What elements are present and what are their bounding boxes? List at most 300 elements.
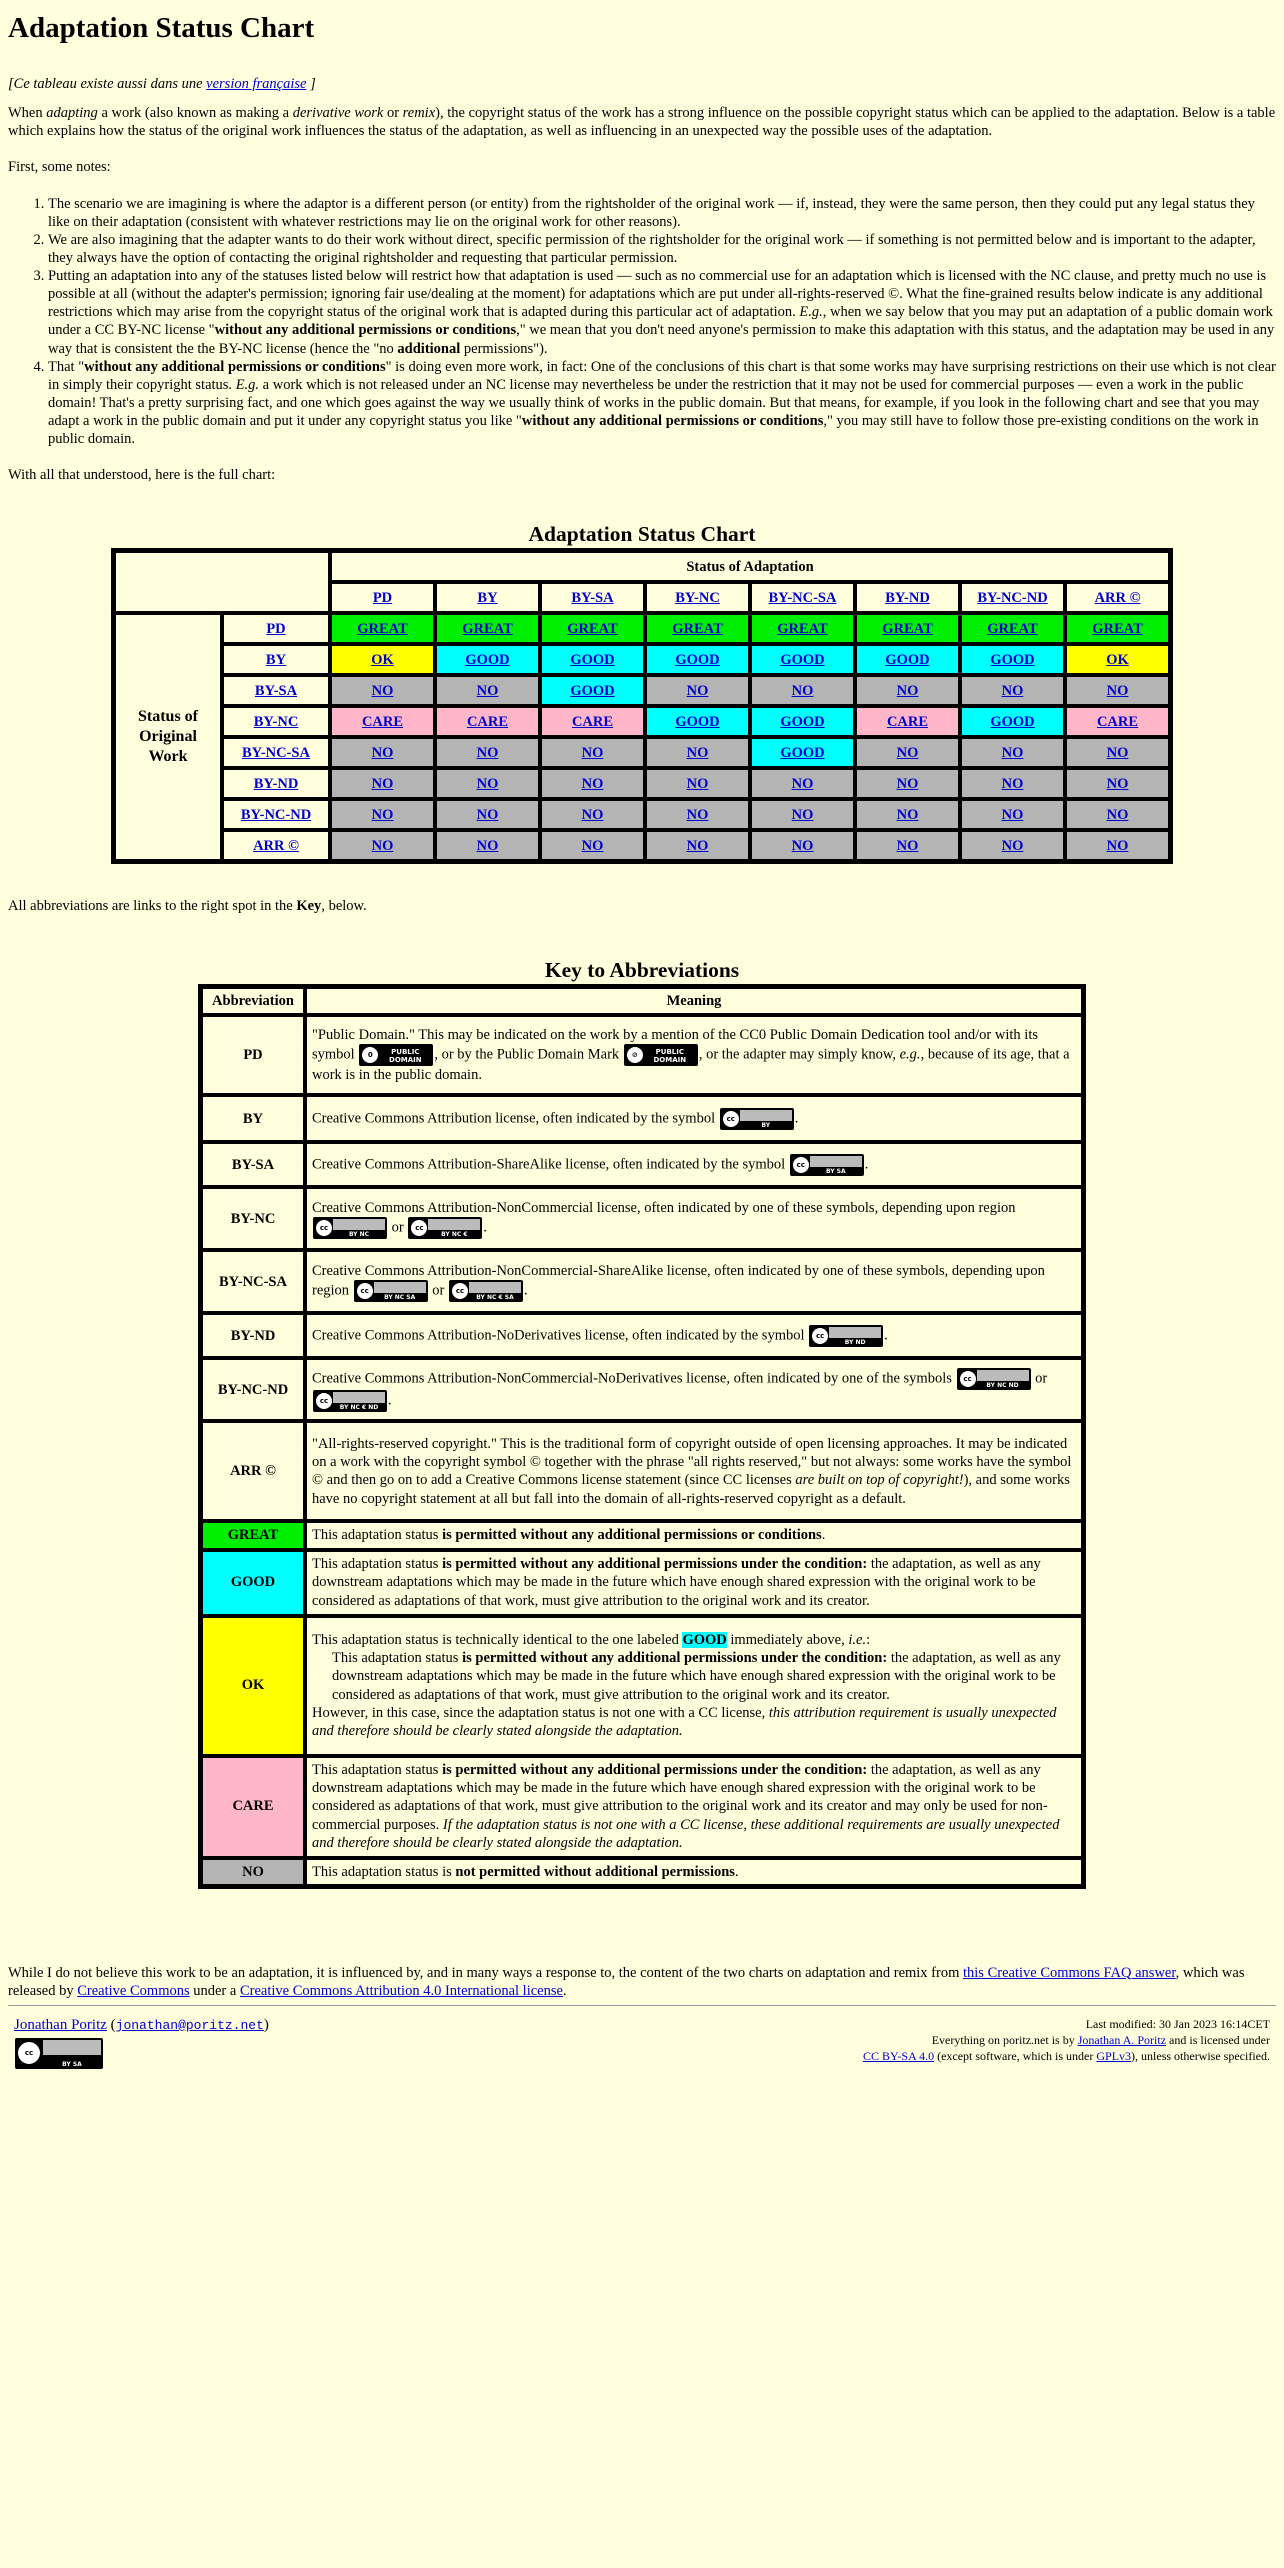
intro-paragraph [8, 104, 1276, 140]
status-cell-link[interactable]: NO [476, 682, 499, 699]
status-cell-link[interactable]: GOOD [570, 651, 615, 668]
note-item [48, 358, 1276, 449]
source-text: While I do not believe this work to be an adaptation, it is influenced by, and in many ways a response to, the content of the two charts on adaptation and remix from [8, 1964, 963, 1981]
email-link[interactable]: jonathan@poritz.net [115, 2017, 264, 2033]
status-cell-link[interactable]: GOOD [780, 651, 825, 668]
key-text: or [428, 1282, 449, 1299]
note-bold: without any additional permissions or conditions [214, 322, 517, 339]
key-meaning-by [305, 1095, 1083, 1142]
key-abbr-bynd: BY-ND [201, 1313, 305, 1358]
status-cell [1065, 799, 1170, 830]
key-text: This adaptation status [312, 1762, 443, 1779]
status-cell-link[interactable]: OK [371, 651, 394, 668]
key-meaning-byncsa [305, 1250, 1083, 1313]
key-text: immediately above, [726, 1632, 849, 1649]
note-text: , when we say below that you may put an adaptation of a public domain work under a CC BY-NC license " [48, 304, 1273, 339]
column-header-7 [1065, 582, 1170, 613]
key-text: the adaptation, as well as any downstream adaptations which may be made in the future which have enough shared expression with the original work to be considered as adaptations of that work, must give attribution to the original work and its creator and may only be used for non-commercial purposes. [312, 1762, 1048, 1833]
intro-emphasis: derivative work [292, 105, 384, 122]
status-cell-link[interactable]: CARE [886, 713, 929, 730]
key-abbr-bysa: BY-SA [201, 1142, 305, 1187]
footer-right [863, 2016, 1270, 2069]
status-cell [645, 768, 750, 799]
key-text: Creative Commons Attribution-NonCommercial license, often indicated by one of these symbols, depending upon region [312, 1199, 1016, 1216]
cc-by-4-license-link[interactable]: Creative Commons Attribution 4.0 International license [239, 1982, 563, 1999]
french-note-prefix: [Ce tableau existe aussi dans une [8, 76, 207, 92]
status-cell [540, 675, 645, 706]
status-cell-link[interactable]: GOOD [780, 713, 825, 730]
status-cell [540, 644, 645, 675]
status-cell [855, 613, 960, 644]
row-header-5 [222, 768, 330, 799]
key-text: . [884, 1327, 888, 1344]
key-text: . [864, 1156, 869, 1173]
intro-emphasis: adapting [46, 105, 98, 122]
key-emphasis: e.g. [899, 1046, 921, 1063]
status-row [114, 768, 1170, 799]
status-cell-link[interactable]: NO [476, 837, 499, 854]
status-cell [855, 830, 960, 861]
row-header-1 [222, 644, 330, 675]
status-cell-link[interactable]: NO [371, 744, 394, 761]
key-text: . [483, 1219, 487, 1236]
last-modified: Last modified: 30 Jan 2023 16:14CET [1085, 2016, 1270, 2031]
column-header-4 [750, 582, 855, 613]
key-emphasis: this attribution requirement is usually unexpected and therefore should be clearly stated alongside the adaptation. [312, 1704, 1057, 1739]
empty-corner-cell [114, 551, 330, 613]
ok-quoted-condition [312, 1649, 1076, 1703]
status-cell [750, 737, 855, 768]
status-cell-link[interactable]: NO [1001, 744, 1024, 761]
status-row [114, 675, 1170, 706]
cc-faq-link[interactable]: this Creative Commons FAQ answer [963, 1964, 1176, 1981]
status-cell [855, 799, 960, 830]
status-cell [750, 768, 855, 799]
status-cell-link[interactable]: NO [791, 806, 814, 823]
status-chart-title: Adaptation Status Chart [528, 522, 756, 547]
key-text: , because of its age, that a work is in the public domain. [312, 1046, 1070, 1084]
status-cell [540, 768, 645, 799]
status-cell [435, 799, 540, 830]
source-text: under a [189, 1982, 240, 1999]
status-cell-link[interactable]: GREAT [462, 620, 513, 637]
key-meaning-good [305, 1550, 1083, 1616]
note-text: ," we mean that you don't need anyone's permission to make this adaptation with this status, and the adaptation may be used in any way that is consistent the the BY-NC license (hence the "no [48, 322, 1275, 357]
key-text: Creative Commons Attribution-NoDerivatives license, often indicated by the symbol [312, 1327, 809, 1344]
status-chart-table [111, 548, 1173, 864]
note-emphasis: E.g. [235, 376, 260, 393]
key-bold: is permitted without any additional permissions under the condition: [462, 1650, 888, 1667]
status-cell-link[interactable]: NO [581, 775, 604, 792]
note-text: permissions"). [460, 340, 548, 357]
key-meaning-no [305, 1858, 1083, 1886]
status-cell-link[interactable]: GREAT [882, 620, 933, 637]
key-text: However, in this case, since the adaptation status is not one with a CC license, [312, 1704, 769, 1721]
row-header-4 [222, 737, 330, 768]
status-row [114, 799, 1170, 830]
key-meaning-bynd [305, 1313, 1083, 1358]
row-header-link[interactable]: BY [265, 651, 287, 668]
status-cell-link[interactable]: GOOD [990, 713, 1035, 730]
key-emphasis: If the adaptation status is not one with a CC license, these additional requirements are usually unexpected and therefore should be clearly stated alongside the adaptation. [312, 1816, 1060, 1851]
status-cell-link[interactable]: GOOD [885, 651, 930, 668]
key-abbr-byncnd: BY-NC-ND [201, 1358, 305, 1421]
cc-by-nc-sa-icon: cc BY NC SA [354, 1280, 428, 1302]
status-cell-link[interactable]: NO [476, 744, 499, 761]
key-row-good [201, 1550, 1083, 1616]
status-cell-link[interactable]: OK [1106, 651, 1129, 668]
status-cell [750, 644, 855, 675]
status-cell [645, 799, 750, 830]
key-text: Creative Commons Attribution license, often indicated by the symbol [312, 1110, 719, 1127]
status-cell-link[interactable]: GOOD [465, 651, 510, 668]
status-cell [855, 706, 960, 737]
status-cell-link[interactable]: CARE [466, 713, 509, 730]
note-text: " is doing even more work, in fact: One of the conclusions of this chart is that some works may have surprising restrictions on their use which is not clear in simply their copyright status. [48, 358, 1276, 393]
key-row-byncnd [201, 1358, 1083, 1421]
row-header-link[interactable]: ARR © [253, 837, 299, 854]
license-text: and is licensed under [1166, 2033, 1270, 2048]
key-bold: is permitted without any additional permissions under the condition: [442, 1556, 868, 1573]
status-cell-link[interactable]: GOOD [570, 682, 615, 699]
status-cell [435, 644, 540, 675]
cc-by-sa-link[interactable]: CC BY-SA 4.0 [863, 2049, 935, 2064]
key-text: Creative Commons Attribution-NonCommercial-ShareAlike license, often indicated by one of these symbols, depending upon region [312, 1262, 1045, 1299]
status-cell-link[interactable]: NO [896, 775, 919, 792]
cc-by-sa-icon: cc BY SA [790, 1154, 864, 1176]
status-cell-link[interactable]: GREAT [672, 620, 723, 637]
status-cell-link[interactable]: NO [896, 837, 919, 854]
intro-text: or [383, 105, 403, 122]
status-cell-link[interactable]: NO [371, 837, 394, 854]
key-text: . [794, 1110, 799, 1127]
page-title: Adaptation Status Chart [8, 12, 315, 44]
status-cell [960, 799, 1065, 830]
french-note-suffix: ] [306, 76, 316, 92]
key-row-care [201, 1756, 1083, 1858]
good-highlight: GOOD [682, 1632, 727, 1649]
key-abbr-by: BY [201, 1095, 305, 1142]
status-cell [855, 768, 960, 799]
key-text: the adaptation, as well as any downstream adaptations which may be made in the future which have enough shared expression with the original work to be considered as adaptations of that work, must give attribution to the original work and its creator. [332, 1650, 1061, 1703]
key-abbr-byncsa: BY-NC-SA [201, 1250, 305, 1313]
license-text: (except software, which is under [934, 2049, 1097, 2064]
key-text: Creative Commons Attribution-ShareAlike license, often indicated by the symbol [312, 1156, 789, 1173]
note-bold: without any additional permissions or conditions [521, 413, 824, 429]
note-text: a work which is not released under an NC license may nevertheless be under the restriction that it may not be used for commercial purposes — even a work in the public domain! That's a pretty surprising fact, and one which goes against the way we usually think of works in the public domain. But that means, for example, if you look in the following chart and see that you may adapt a work in the public domain and put it under any copyright status you like " [48, 376, 1260, 429]
key-abbr-great: GREAT [201, 1521, 305, 1549]
status-cell [330, 706, 435, 737]
status-cell-link[interactable]: NO [896, 744, 919, 761]
status-cell [645, 706, 750, 737]
key-abbr-pd: PD [201, 1015, 305, 1095]
status-cell-link[interactable]: NO [1106, 744, 1129, 761]
cc-by-nc-eu-icon: cc BY NC € [408, 1217, 482, 1239]
status-cell-link[interactable]: NO [896, 806, 919, 823]
row-header-link[interactable]: BY-NC-ND [240, 806, 312, 823]
status-cell [750, 675, 855, 706]
key-text: , or by the Public Domain Mark [434, 1046, 623, 1063]
column-header-link[interactable]: BY [477, 589, 498, 606]
status-cell [330, 613, 435, 644]
column-header-link[interactable]: BY-NC [675, 589, 720, 606]
notes-list [8, 195, 1276, 449]
key-row-pd [201, 1015, 1083, 1095]
status-of-original-work-header: Status of Original Work [114, 613, 222, 861]
status-cell-link[interactable]: NO [581, 806, 604, 823]
key-text: This adaptation status [312, 1527, 443, 1544]
links-note-text: , below. [321, 898, 367, 915]
status-cell [750, 799, 855, 830]
key-table [198, 984, 1086, 1888]
status-cell [855, 675, 960, 706]
status-cell [435, 830, 540, 861]
row-header-link[interactable]: BY-SA [254, 682, 298, 699]
status-cell [960, 830, 1065, 861]
status-cell-link[interactable]: NO [371, 806, 394, 823]
key-row-bync [201, 1187, 1083, 1250]
key-text: Creative Commons Attribution-NonCommercial-NoDerivatives license, often indicated by one of the symbols [312, 1370, 956, 1387]
status-cell [855, 737, 960, 768]
status-cell-link[interactable]: NO [1106, 775, 1129, 792]
badge-text: PUBLIC DOMAIN [653, 1048, 687, 1065]
status-cell [960, 644, 1065, 675]
status-cell-link[interactable]: GOOD [675, 651, 720, 668]
column-header-link[interactable]: BY-SA [571, 589, 614, 606]
column-header-link[interactable]: BY-NC-SA [768, 589, 837, 606]
status-row [114, 613, 1170, 644]
status-row [114, 830, 1170, 861]
status-cell [645, 644, 750, 675]
french-version-link[interactable]: version française [206, 76, 307, 92]
author-full-name-link[interactable]: Jonathan A. Poritz [1077, 2033, 1167, 2048]
column-header-6 [960, 582, 1065, 613]
column-header-3 [645, 582, 750, 613]
cc-by-nc-nd-eu-icon: cc BY NC € ND [313, 1390, 387, 1412]
status-cell-link[interactable]: NO [791, 682, 814, 699]
column-header-link[interactable]: BY-NC-ND [977, 589, 1048, 606]
key-meaning-great [305, 1521, 1083, 1549]
status-cell-link[interactable]: NO [686, 682, 709, 699]
status-cell-link[interactable]: NO [581, 837, 604, 854]
status-cell [1065, 706, 1170, 737]
column-header-1 [435, 582, 540, 613]
status-cell-link[interactable]: NO [371, 682, 394, 699]
notes-heading: First, some notes: [8, 159, 111, 176]
status-cell-link[interactable]: GOOD [780, 744, 825, 761]
status-cell [960, 675, 1065, 706]
key-row-great [201, 1521, 1083, 1549]
note-text: Putting an adaptation into any of the statuses listed below will restrict how that adaptation is used — such as no commercial use for an adaptation which is licensed with the NC clause, and pretty much no use is possible at all (without the adapter's permission; ignoring fair use/dealing at the moment) for adaptations which are put under all-rights-reserved ©. What the fine-grained results below indicate is any additional restrictions which may arise from the copyright status of the original work that is adapted during this particular act of adaptation. [48, 268, 1267, 321]
row-header-2 [222, 675, 330, 706]
status-cell [435, 768, 540, 799]
abbreviation-links-note [8, 897, 1276, 915]
public-domain-mark-icon: ⊘ PUBLIC DOMAIN [624, 1044, 698, 1066]
status-cell [960, 706, 1065, 737]
status-cell-link[interactable]: NO [791, 837, 814, 854]
status-cell-link[interactable]: NO [686, 837, 709, 854]
status-cell [750, 613, 855, 644]
intro-text: a work (also known as making a [97, 105, 293, 122]
cc-by-nc-nd-icon: cc BY NC ND [957, 1368, 1031, 1390]
note-item: 1. The scenario we are imagining is where the adaptor is a different person (or entity) from the rightsholder of the original work — if, instead, they were the same person, then they could put any legal status they like on their adaptation (consistent with whatever restrictions may lie on the original work for other reasons). [48, 195, 1276, 231]
status-cell [330, 768, 435, 799]
status-cell [645, 830, 750, 861]
status-cell-link[interactable]: NO [791, 775, 814, 792]
status-cell-link[interactable]: NO [581, 744, 604, 761]
key-row-ok [201, 1616, 1083, 1756]
status-cell-link[interactable]: NO [1001, 837, 1024, 854]
links-note-text: All abbreviations are links to the right spot in the [8, 898, 297, 915]
key-text: "Public Domain." This may be indicated on the work by a mention of the CC0 Public Domain Dedication tool and/or with its symbol [312, 1027, 1038, 1063]
license-text: Everything on poritz.net is by [931, 2033, 1078, 2048]
status-cell-link[interactable]: NO [476, 775, 499, 792]
status-cell-link[interactable]: NO [1106, 837, 1129, 854]
key-text: or [388, 1219, 408, 1236]
key-abbr-good: GOOD [201, 1550, 305, 1616]
status-cell-link[interactable]: NO [686, 775, 709, 792]
status-cell [960, 768, 1065, 799]
key-abbr-arr: ARR © [201, 1421, 305, 1521]
status-cell [435, 613, 540, 644]
status-cell [645, 613, 750, 644]
key-meaning-byncnd [305, 1358, 1083, 1421]
status-cell [330, 675, 435, 706]
note-item [48, 267, 1276, 358]
key-text: , or the adapter may simply know, [698, 1046, 900, 1063]
key-abbr-no: NO [201, 1858, 305, 1886]
status-cell [1065, 768, 1170, 799]
note-text: That " [48, 358, 85, 375]
french-version-note [8, 75, 1276, 93]
cc-by-nd-icon: cc BY ND [809, 1325, 883, 1347]
key-row-byncsa [201, 1250, 1083, 1313]
cc-by-sa-license-icon[interactable]: cc BY SA [15, 2038, 103, 2069]
gplv3-link[interactable]: GPLv3 [1096, 2049, 1132, 2064]
key-text: : [866, 1632, 871, 1649]
note-text: ," you may still have to follow those pre-existing conditions on the work in public domain. [48, 413, 1259, 448]
status-cell [750, 706, 855, 737]
status-cell [330, 830, 435, 861]
row-header-link[interactable]: BY-NC-SA [242, 744, 310, 761]
status-cell [960, 737, 1065, 768]
key-row-no [201, 1858, 1083, 1886]
status-cell [645, 737, 750, 768]
status-cell-link[interactable]: GREAT [357, 620, 408, 637]
note-bold: without any additional permissions or conditions [84, 358, 386, 375]
status-cell [1065, 675, 1170, 706]
status-cell-link[interactable]: GREAT [987, 620, 1038, 637]
status-of-adaptation-header: Status of Adaptation [330, 551, 1170, 582]
status-cell [960, 613, 1065, 644]
status-cell-link[interactable]: CARE [1096, 713, 1139, 730]
status-cell-link[interactable]: GREAT [567, 620, 618, 637]
status-cell [1065, 613, 1170, 644]
key-meaning-ok [305, 1616, 1083, 1756]
row-header-3 [222, 706, 330, 737]
status-cell [435, 737, 540, 768]
column-header-link[interactable]: PD [372, 589, 393, 606]
status-cell-link[interactable]: GREAT [1092, 620, 1143, 637]
status-cell-link[interactable]: GREAT [777, 620, 828, 637]
key-emphasis: i.e. [848, 1632, 867, 1649]
key-row-bynd [201, 1313, 1083, 1358]
status-cell [645, 675, 750, 706]
abbreviation-column-header: Abbreviation [201, 987, 305, 1015]
status-cell [855, 644, 960, 675]
status-cell [540, 830, 645, 861]
key-row-arr [201, 1421, 1083, 1521]
status-cell-link[interactable]: NO [1001, 806, 1024, 823]
key-meaning-care [305, 1756, 1083, 1858]
status-cell-link[interactable]: GOOD [990, 651, 1035, 668]
note-item: 2. We are also imagining that the adapter wants to do their work without direct, specific permission of the rightsholder for the original work — if something is not permitted below and is important to the adapter, they always have the option of contacting the original rightsholder and requesting that particular permission. [48, 231, 1276, 267]
row-header-0 [222, 613, 330, 644]
source-note [8, 1964, 1276, 2000]
key-text: or [1031, 1370, 1048, 1387]
status-cell [435, 706, 540, 737]
status-row [114, 737, 1170, 768]
key-text: . [388, 1392, 392, 1409]
status-cell-link[interactable]: CARE [361, 713, 404, 730]
intro-text: When [8, 105, 47, 122]
key-text: This adaptation status is [312, 1863, 456, 1880]
key-bold: is permitted without any additional permissions or conditions [442, 1527, 822, 1544]
status-cell-link[interactable]: NO [1106, 682, 1129, 699]
status-cell-link[interactable]: NO [371, 775, 394, 792]
note-bold: additional [397, 340, 461, 357]
status-cell-link[interactable]: NO [1106, 806, 1129, 823]
status-cell-link[interactable]: NO [1001, 682, 1024, 699]
status-cell-link[interactable]: GOOD [675, 713, 720, 730]
status-cell [540, 613, 645, 644]
status-cell-link[interactable]: NO [1001, 775, 1024, 792]
row-header-link[interactable]: PD [266, 620, 286, 637]
key-text: ), and some works have no copyright statement at all but fall into the domain of all-rights-reserved copyright as a default. [312, 1472, 1070, 1507]
key-text: . [524, 1282, 528, 1299]
column-header-link[interactable]: BY-ND [885, 589, 930, 606]
status-cell [750, 830, 855, 861]
key-title: Key to Abbreviations [544, 958, 740, 983]
author-link[interactable]: Jonathan Poritz [14, 2016, 107, 2033]
column-header-link[interactable]: ARR © [1094, 589, 1141, 606]
status-cell [330, 644, 435, 675]
column-header-0 [330, 582, 435, 613]
key-text: the adaptation, as well as any downstream adaptations which may be made in the future which have enough shared expression with the original work to be considered as adaptations of that work, must give attribution to the original work and its creator. [312, 1556, 1041, 1609]
key-text: This adaptation status [332, 1650, 463, 1667]
status-row [114, 644, 1170, 675]
status-cell [540, 706, 645, 737]
status-cell [540, 737, 645, 768]
key-bold: not permitted without additional permissions [455, 1863, 735, 1880]
intro-text: ), the copyright status of the work has a strong influence on the possible copyright status which can be applied to the adaptation. Below is a table which explains how the status of the original work influences the status of the adaptation, as well as influencing in an unexpected way the possible uses of the adaptation. [8, 105, 1276, 140]
row-header-link[interactable]: BY-NC [253, 713, 299, 730]
status-cell-link[interactable]: NO [686, 744, 709, 761]
status-cell-link[interactable]: NO [476, 806, 499, 823]
status-row [114, 706, 1170, 737]
creative-commons-link[interactable]: Creative Commons [77, 1982, 190, 1999]
key-text: This adaptation status is technically identical to the one labeled [312, 1632, 683, 1649]
key-meaning-pd [305, 1015, 1083, 1095]
row-header-link[interactable]: BY-ND [253, 775, 299, 792]
status-cell-link[interactable]: NO [896, 682, 919, 699]
key-text: This adaptation status [312, 1556, 443, 1573]
status-cell-link[interactable]: CARE [571, 713, 614, 730]
full-chart-intro: With all that understood, here is the full chart: [8, 467, 276, 484]
key-meaning-bysa [305, 1142, 1083, 1187]
key-row-bysa [201, 1142, 1083, 1187]
status-cell-link[interactable]: NO [686, 806, 709, 823]
